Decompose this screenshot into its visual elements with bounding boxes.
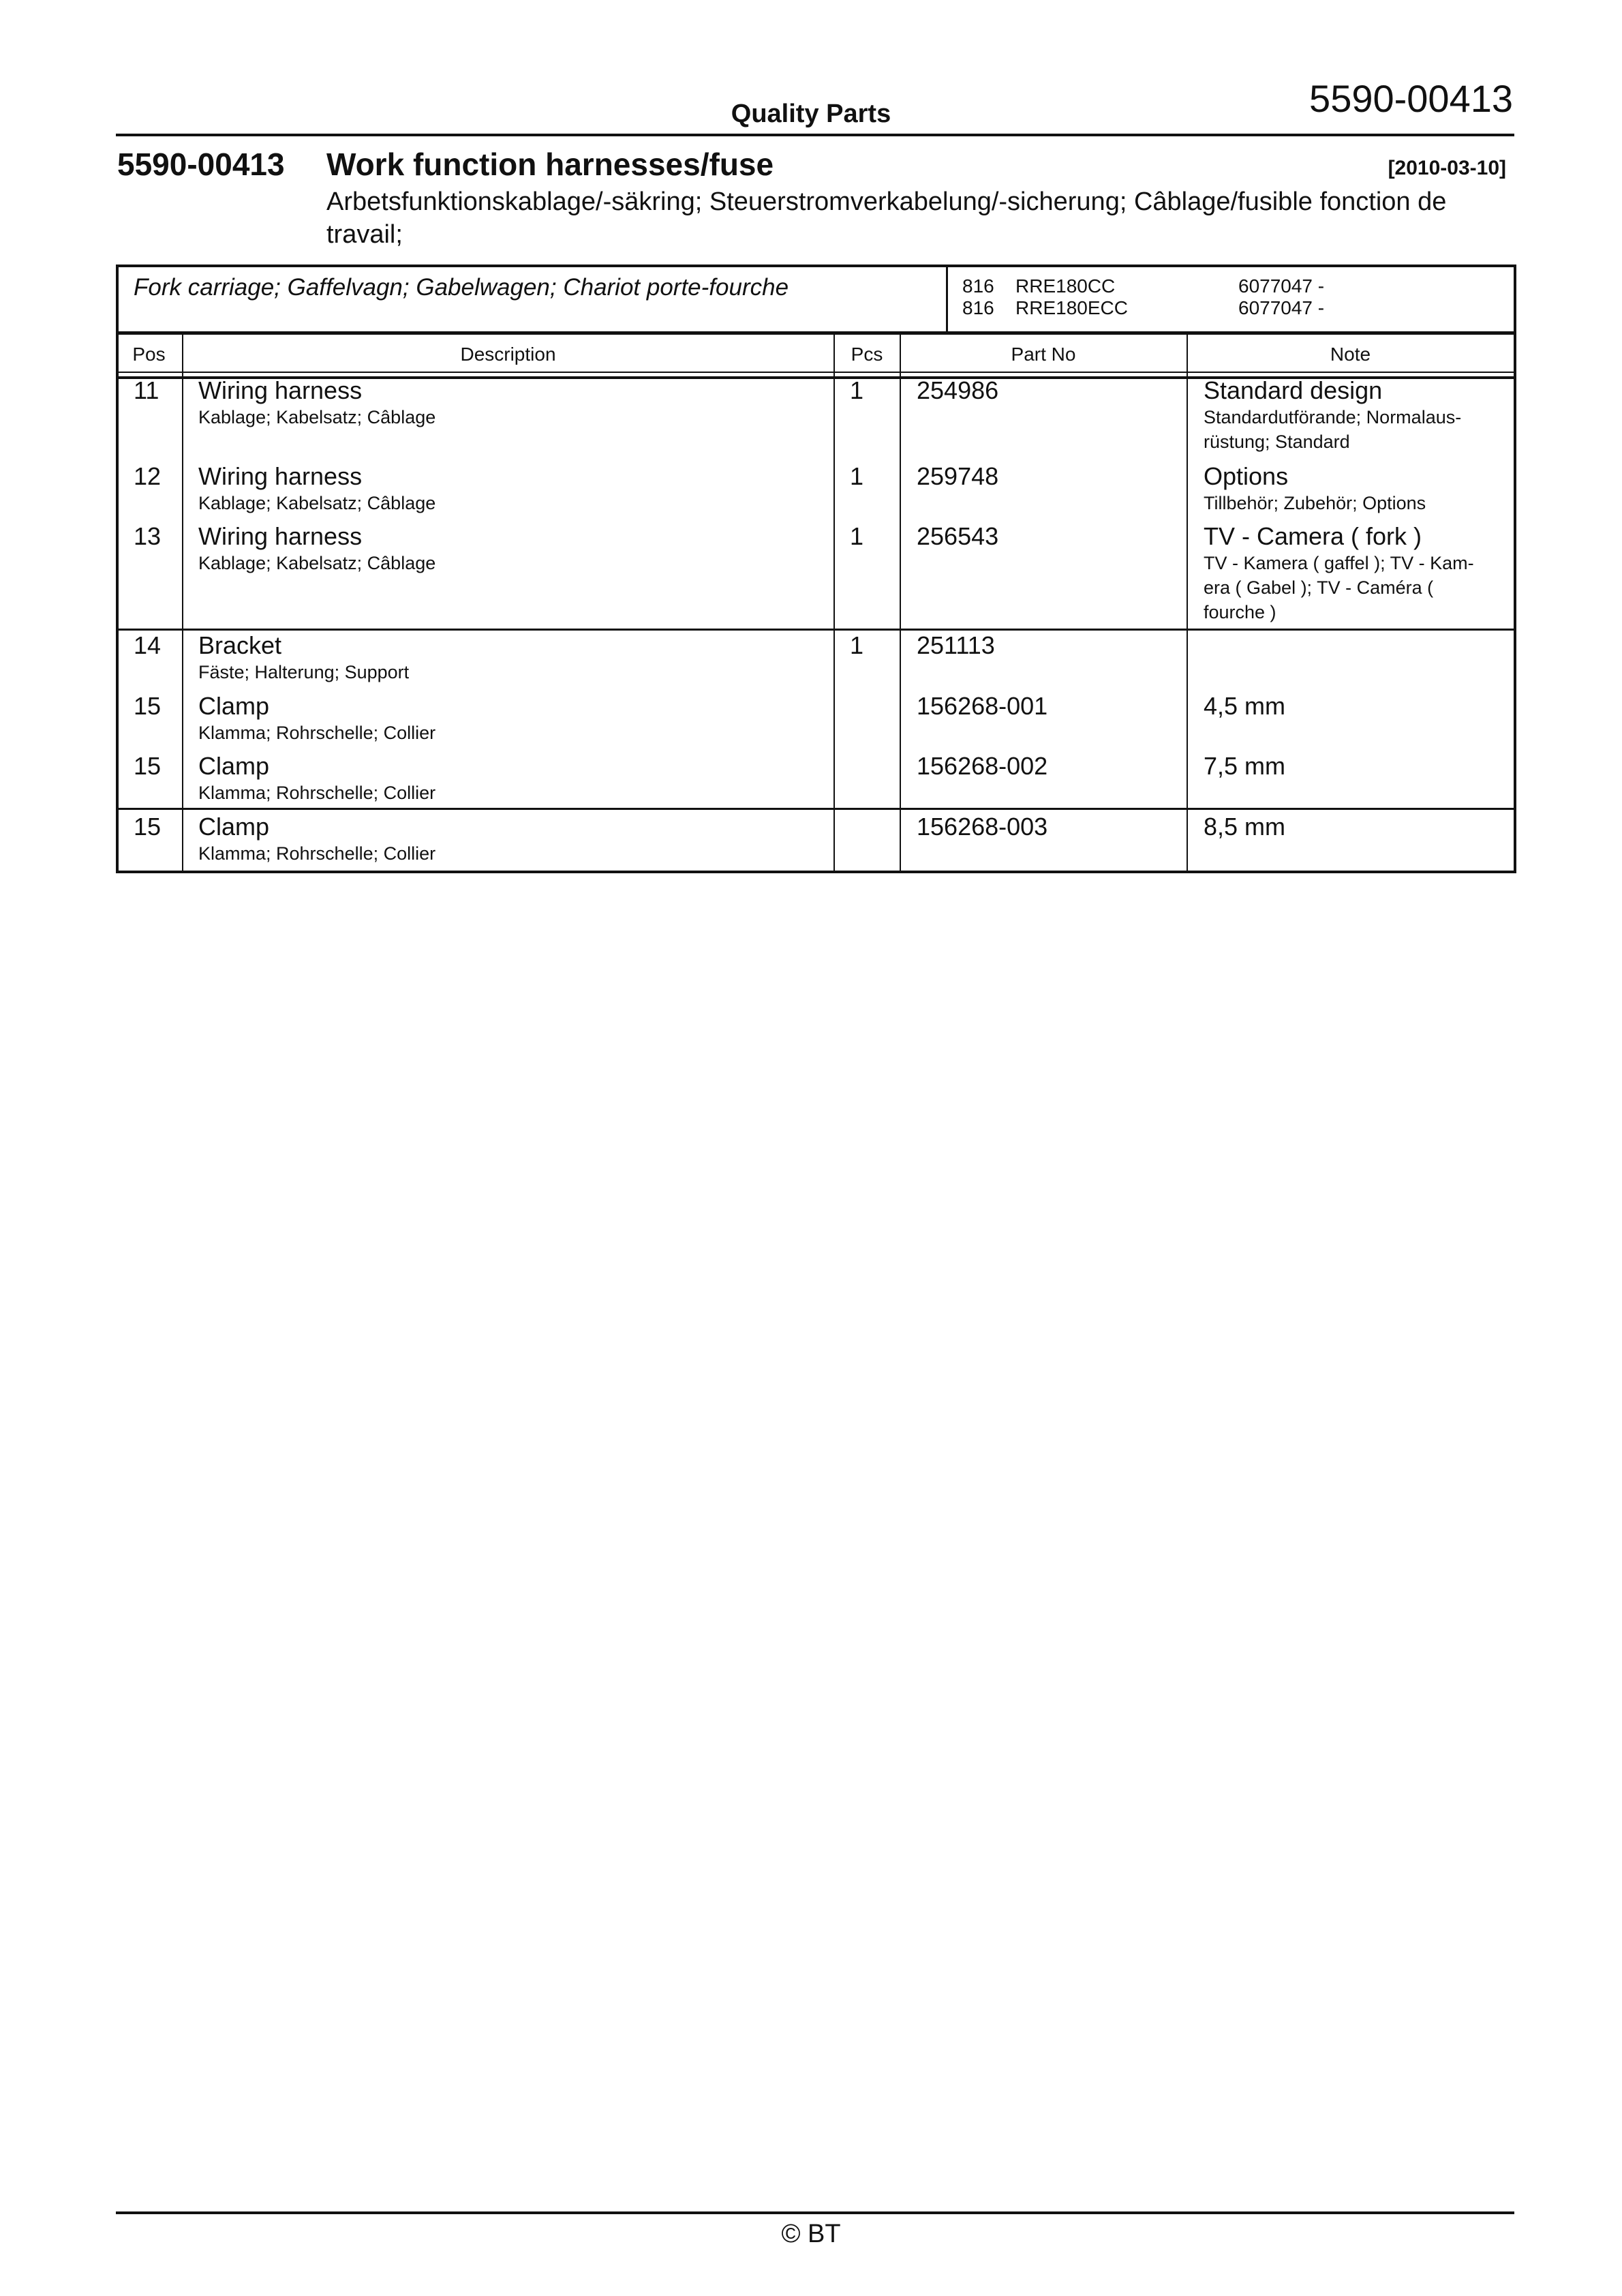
- row-description-translation: Fäste; Halterung; Support: [198, 662, 410, 682]
- column-divider: [900, 333, 901, 871]
- row-description-translation: Klamma; Rohrschelle; Collier: [198, 783, 436, 803]
- row-pcs: 1: [850, 462, 864, 490]
- model-serial: 6077047 -: [1238, 297, 1325, 318]
- row-note-translation: Tillbehör; Zubehör; Options: [1204, 493, 1426, 513]
- row-pcs: 1: [850, 631, 864, 659]
- section-title: Work function harnesses/fuse: [326, 147, 774, 182]
- group-divider: [116, 808, 1514, 810]
- row-pos: 15: [134, 692, 162, 720]
- column-header-pos: Pos: [132, 344, 166, 365]
- row-description-translation: Klamma; Rohrschelle; Collier: [198, 843, 436, 864]
- column-header-note: Note: [1330, 344, 1371, 365]
- row-description-translation: Kablage; Kabelsatz; Câblage: [198, 493, 436, 513]
- row-description: Clamp: [198, 752, 270, 780]
- column-divider: [1187, 333, 1188, 871]
- row-part-no: 256543: [917, 522, 999, 550]
- footer-divider: [116, 2211, 1514, 2214]
- row-pos: 13: [134, 522, 162, 550]
- group-divider: [116, 629, 1514, 631]
- column-header-pcs: Pcs: [851, 344, 883, 365]
- row-pos: 15: [134, 752, 162, 780]
- row-pos: 12: [134, 462, 162, 490]
- column-header-part-no: Part No: [1011, 344, 1076, 365]
- section-subtitle: Arbetsfunktionskablage/-säkring; Steuerstromverkabelung/-sicherung; Câblage/fusible fonction de travail;: [326, 187, 1447, 249]
- row-note: 4,5 mm: [1204, 692, 1286, 720]
- header-title: Quality Parts: [731, 100, 891, 128]
- model-name: RRE180CC: [1015, 275, 1116, 297]
- model-name: RRE180ECC: [1015, 297, 1128, 318]
- column-divider: [182, 333, 183, 871]
- row-description-translation: Kablage; Kabelsatz; Câblage: [198, 553, 436, 573]
- row-description: Wiring harness: [198, 462, 363, 490]
- divider: [116, 372, 1514, 373]
- row-description: Wiring harness: [198, 522, 363, 550]
- row-pcs: 1: [850, 376, 864, 404]
- row-pos: 15: [134, 813, 162, 841]
- column-header-description: Description: [460, 344, 556, 365]
- model-serial: 6077047 -: [1238, 275, 1325, 297]
- row-pos: 11: [134, 376, 159, 404]
- row-part-no: 156268-003: [917, 813, 1048, 841]
- row-part-no: 251113: [917, 631, 995, 659]
- page-number: 5590-00413: [1309, 77, 1513, 120]
- row-description-translation: Kablage; Kabelsatz; Câblage: [198, 407, 436, 427]
- row-part-no: 156268-002: [917, 752, 1048, 780]
- row-pos: 14: [134, 631, 162, 659]
- row-description: Wiring harness: [198, 376, 363, 404]
- group-divider: [946, 265, 948, 333]
- row-part-no: 254986: [917, 376, 999, 404]
- row-note: 8,5 mm: [1204, 813, 1286, 841]
- row-part-no: 259748: [917, 462, 999, 490]
- row-note-translation: era ( Gabel ); TV - Caméra (: [1204, 577, 1434, 598]
- section-number: 5590-00413: [117, 147, 285, 182]
- row-description: Clamp: [198, 813, 270, 841]
- column-divider: [833, 333, 835, 871]
- model-code: 816: [962, 297, 994, 318]
- row-note: TV - Camera ( fork ): [1204, 522, 1422, 550]
- model-code: 816: [962, 275, 994, 297]
- row-note: Options: [1204, 462, 1289, 490]
- row-part-no: 156268-001: [917, 692, 1048, 720]
- row-note: 7,5 mm: [1204, 752, 1286, 780]
- row-note-translation: TV - Kamera ( gaffel ); TV - Kam-: [1204, 553, 1474, 573]
- row-note-translation: fourche ): [1204, 602, 1276, 622]
- row-pcs: 1: [850, 522, 864, 550]
- header-divider: [116, 134, 1514, 136]
- row-description: Bracket: [198, 631, 282, 659]
- row-note-translation: Standardutförande; Normalaus-: [1204, 407, 1462, 427]
- row-note: Standard design: [1204, 376, 1383, 404]
- row-description: Clamp: [198, 692, 270, 720]
- row-description-translation: Klamma; Rohrschelle; Collier: [198, 723, 436, 743]
- divider: [116, 331, 1514, 335]
- group-title: Fork carriage; Gaffelvagn; Gabelwagen; Chariot porte-fourche: [134, 274, 789, 301]
- section-date: [2010-03-10]: [1388, 157, 1506, 179]
- copyright: © BT: [781, 2220, 841, 2248]
- row-note-translation: rüstung; Standard: [1204, 432, 1350, 452]
